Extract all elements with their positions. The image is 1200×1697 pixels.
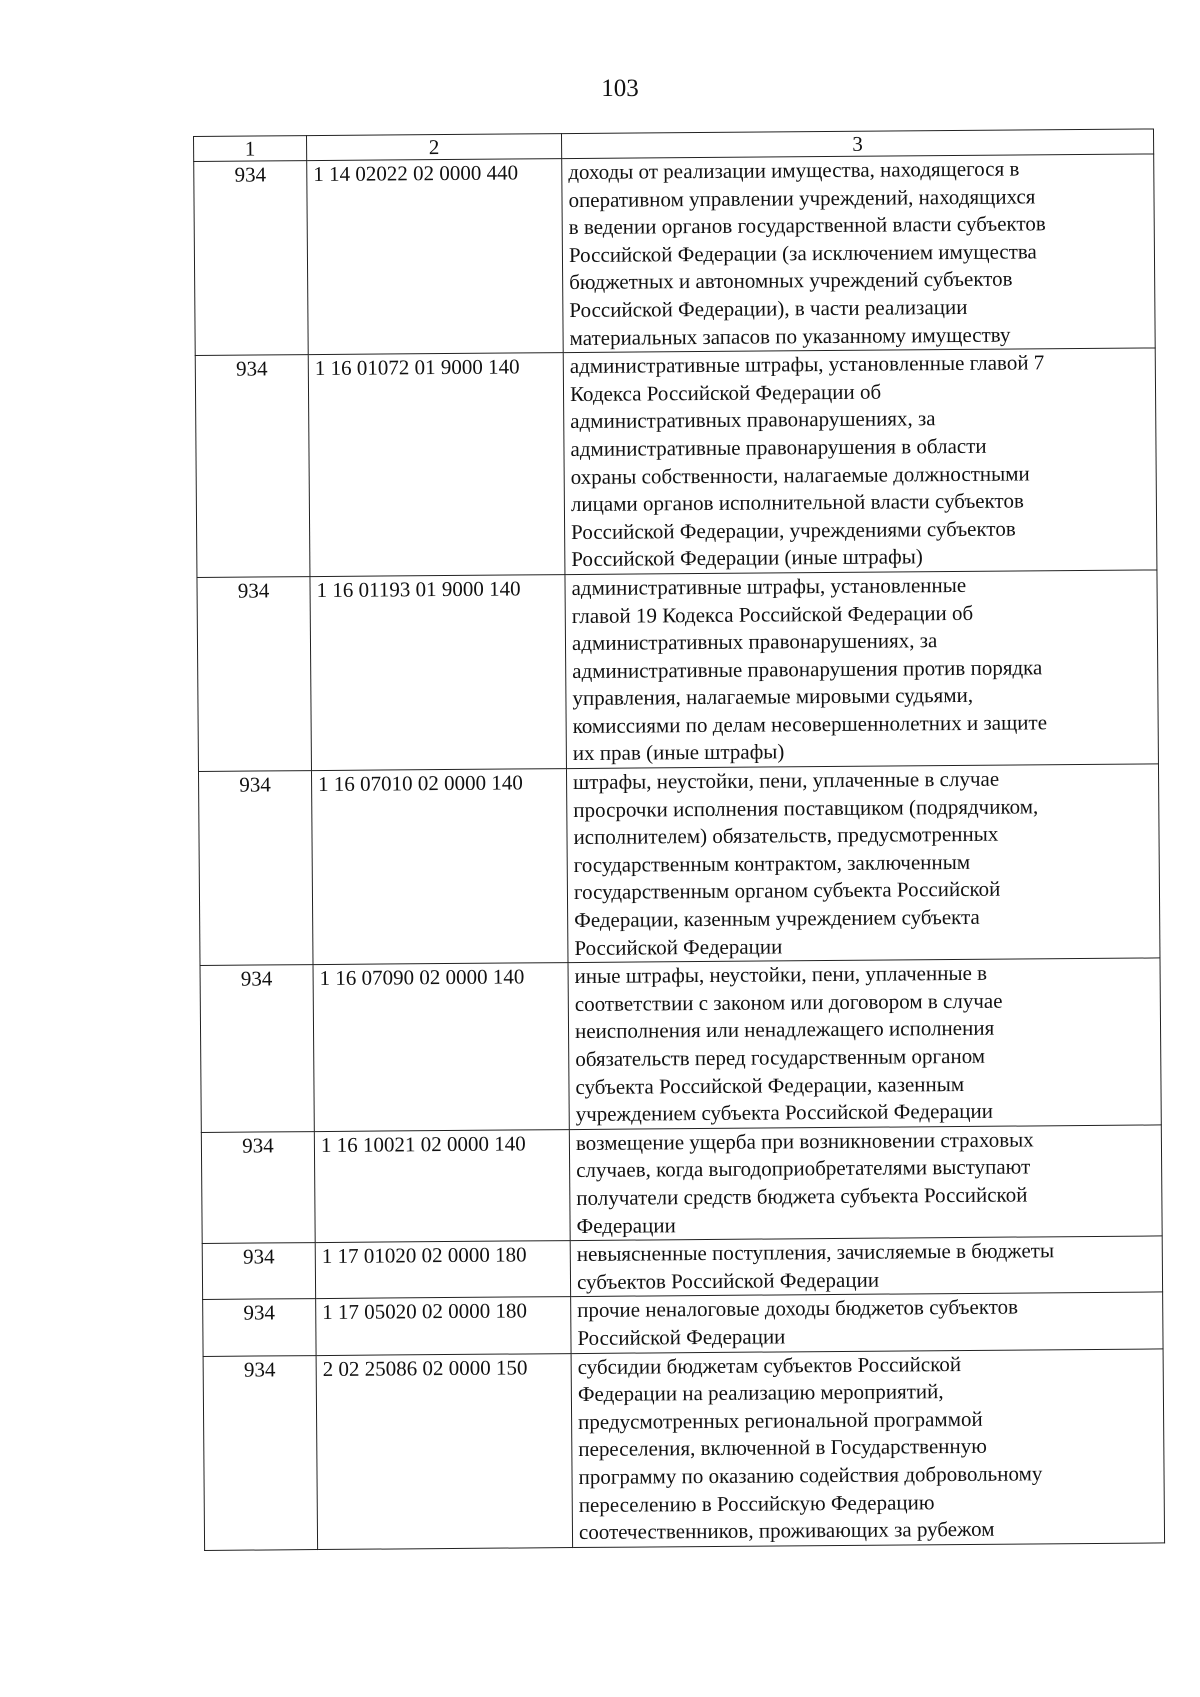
description-cell [569, 1125, 1162, 1241]
agency-code-cell: 934 [200, 965, 314, 1132]
description-line: административных правонарушениях, за [570, 406, 936, 434]
description-line: невыясненные поступления, зачисляемые в бюджеты [576, 1238, 1055, 1267]
table-row [195, 348, 1157, 577]
revenue-code-cell: 1 16 01193 01 9000 140 [310, 574, 567, 770]
description-line: случаев, когда выгодоприобретателями выступают [576, 1154, 1031, 1183]
description-line: исполнителем) обязательств, предусмотренных [573, 821, 999, 850]
agency-code-cell: 934 [202, 1243, 315, 1300]
description-line: соотечественников, проживающих за рубежом [578, 1516, 995, 1545]
description-line: доходы от реализации имущества, находящегося в [568, 156, 1020, 185]
description-line: материальных запасов по указанному имуществу [569, 322, 1011, 350]
table-row [198, 764, 1159, 966]
description-line: Федерации [576, 1212, 676, 1238]
column-header-2: 2 [307, 134, 562, 161]
column-header-1: 1 [194, 136, 307, 162]
description-line: программу по оказанию содействия добровольному [578, 1461, 1043, 1489]
description-line: Российской Федерации [574, 934, 783, 960]
description-cell [566, 764, 1160, 963]
agency-code-cell: 934 [203, 1355, 318, 1550]
description-line: предусмотренных региональной программой [578, 1406, 983, 1434]
description-line: лицами органов исполнительной власти субъектов [570, 488, 1024, 517]
description-cell [563, 348, 1157, 574]
table-row [201, 1125, 1162, 1244]
description-cell [571, 1348, 1165, 1547]
description-line: административные правонарушения в области [570, 433, 987, 461]
description-line: административных правонарушениях, за [571, 628, 938, 656]
description-line: переселению в Российскую Федерацию [578, 1489, 935, 1517]
description-line: охраны собственности, налагаемые должностными [570, 460, 1030, 489]
agency-code-cell: 934 [201, 1131, 315, 1243]
description-line: бюджетных и автономных учреждений субъектов [569, 266, 1013, 295]
table-row [203, 1292, 1163, 1356]
revenue-code-cell: 1 16 07010 02 0000 140 [311, 769, 568, 965]
description-line: обязательств перед государственным органом [575, 1043, 986, 1072]
description-line: Кодекса Российской Федерации об [569, 379, 882, 406]
description-line: их прав (иные штрафы) [572, 739, 785, 766]
description-line: субъектов Российской Федерации [576, 1267, 880, 1294]
description-line: государственным контрактом, заключенным [573, 849, 971, 877]
description-line: неисполнения или ненадлежащего исполнения [574, 1016, 995, 1044]
description-line: Российской Федерации (иные штрафы) [571, 544, 923, 572]
description-line: субсидии бюджетам субъектов Российской [577, 1351, 962, 1379]
table-row [194, 154, 1155, 356]
description-line: Федерации, казенным учреждением субъекта [574, 904, 980, 933]
revenue-code-cell: 1 16 10021 02 0000 140 [314, 1129, 570, 1242]
revenue-code-cell: 1 14 02022 02 0000 440 [307, 159, 564, 355]
description-line: просрочки исполнения поставщиком (подрядчиком, [573, 794, 1039, 822]
revenue-code-cell: 1 17 01020 02 0000 180 [315, 1241, 570, 1299]
description-line: оперативном управлении учреждений, находящихся [568, 183, 1036, 212]
agency-code-cell: 934 [194, 161, 309, 356]
agency-code-cell: 934 [203, 1299, 316, 1356]
page-number: 103 [601, 75, 639, 102]
revenue-code-cell: 1 16 07090 02 0000 140 [313, 963, 569, 1132]
description-line: государственным органом субъекта Российской [573, 877, 1001, 905]
description-cell [565, 570, 1159, 769]
description-line: главой 19 Кодекса Российской Федерации об [571, 600, 974, 628]
table-row [197, 570, 1158, 772]
description-line: Федерации на реализацию мероприятий, [577, 1379, 944, 1407]
description-line: иные штрафы, неустойки, пени, уплаченные в [574, 961, 988, 989]
revenue-codes-table [193, 128, 1165, 1550]
description-line: получатели средств бюджета субъекта Российской [576, 1182, 1028, 1210]
description-line: комиссиями по делам несовершеннолетних и защите [572, 710, 1048, 738]
table-row [200, 958, 1161, 1132]
description-line: административные штрафы, установленные [571, 572, 967, 600]
description-cell [562, 154, 1156, 353]
description-line: прочие неналоговые доходы бюджетов субъектов [577, 1294, 1019, 1323]
description-line: возмещение ущерба при возникновении страховых [575, 1127, 1034, 1155]
table-row [202, 1236, 1162, 1300]
revenue-code-cell: 1 17 05020 02 0000 180 [316, 1297, 571, 1355]
description-cell [568, 958, 1161, 1129]
agency-code-cell: 934 [195, 355, 310, 578]
description-line: штрафы, неустойки, пени, уплаченные в случае [572, 766, 1000, 795]
description-line: в ведении органов государственной власти субъектов [568, 211, 1046, 240]
agency-code-cell: 934 [197, 577, 312, 772]
description-line: соответствии с законом или договором в случае [574, 988, 1003, 1016]
table-row [203, 1348, 1164, 1550]
column-header-3: 3 [561, 129, 1153, 159]
description-cell [570, 1236, 1162, 1297]
description-line: Российской Федерации [577, 1324, 786, 1350]
description-line: Российской Федерации, учреждениями субъектов [571, 516, 1016, 544]
description-line: субъекта Российской Федерации, казенным [575, 1071, 965, 1099]
description-line: учреждением субъекта Российской Федерации [575, 1098, 993, 1127]
agency-code-cell: 934 [198, 771, 313, 966]
description-line: Российской Федерации (за исключением имущества [568, 239, 1037, 267]
revenue-code-cell: 2 02 25086 02 0000 150 [316, 1353, 573, 1549]
description-cell [571, 1292, 1163, 1353]
description-line: административные штрафы, установленные главой 7 [569, 350, 1045, 379]
description-line: управления, налагаемые мировыми судьями, [572, 683, 974, 711]
description-line: переселения, включенной в Государственную [578, 1434, 987, 1462]
revenue-code-cell: 1 16 01072 01 9000 140 [308, 353, 565, 577]
description-line: административные правонарушения против порядка [572, 655, 1043, 683]
description-line: Российской Федерации), в части реализации [569, 294, 968, 323]
